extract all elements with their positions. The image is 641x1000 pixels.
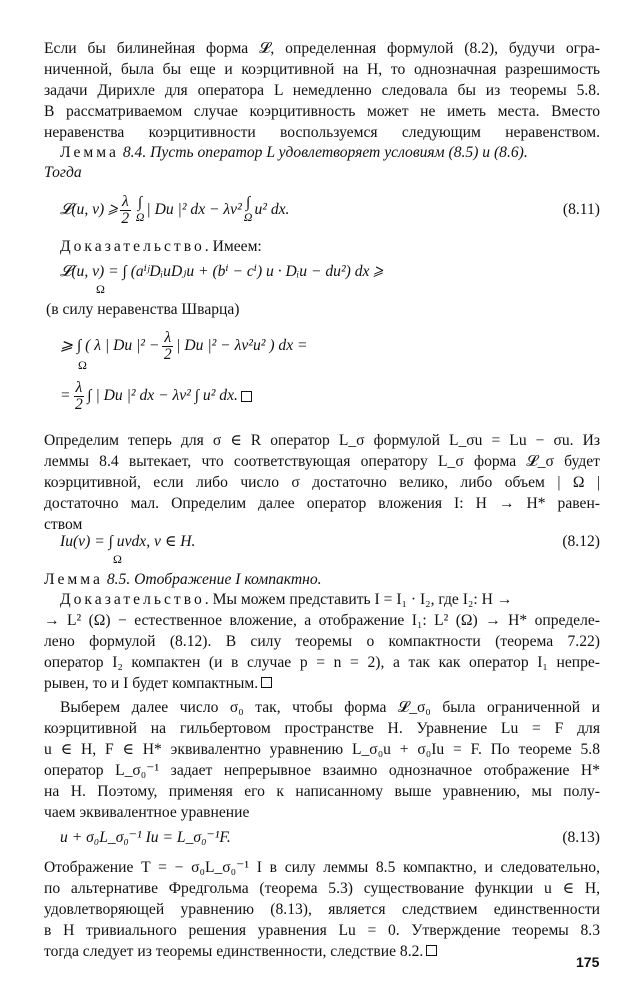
integral-sign: ∫ [245,194,251,211]
equation-8-13: u + σ₀L_σ₀⁻¹ Iu = L_σ₀⁻¹F. [60,829,231,846]
integral-domain: Ω [113,552,122,566]
proof-heading: Доказательство [60,591,205,608]
text-line: (в силу неравенства Шварца) [46,301,240,318]
eq-part: 𝓛(u, v) ⩾ [60,201,117,218]
eq-part: ∫ | Du |² dx − λν² ∫ u² dx. [87,387,238,404]
numerator: λ [121,192,129,210]
integral-domain: Ω [96,282,105,296]
text-fragment: рывен, то и I будет компактным. [44,675,259,692]
text-line: Тогда [44,164,82,181]
text-line: удовлетворяющей уравнению (8.13), является следствием единственности [44,901,600,918]
numerator: λ [75,378,83,396]
fraction [120,194,131,227]
page-number: 175 [576,954,600,970]
text-line: Определим теперь для σ ∈ R оператор L_σ формулой L_σu = Lu − σu. Из [44,432,600,449]
end-of-proof-icon [426,945,437,956]
text-line: оператор L_σ₀⁻¹ задает непрерывное взаимно однозначное отображение H* [44,762,600,779]
end-of-proof-icon [261,677,272,688]
proof-heading-line [60,237,600,257]
proof-line [60,590,600,610]
text-line: в H тривиального решения уравнения Lu = 0. Утверждение теоремы 8.3 [44,922,600,939]
text-line [44,942,600,962]
text-line: неравенства коэрцитивности воспользуемся следующим неравенством. [44,124,600,141]
denominator: 2 [163,345,172,363]
text-line: коэрцитивной, если либо число σ достаточно велико, либо объем | Ω | [44,474,600,491]
integral-domain: Ω [78,358,87,372]
text-line: задачи Дирихле для оператора L немедленно следовала бы из теоремы 5.8. [44,82,600,99]
equation-number: (8.13) [562,829,600,846]
equation-8-11 [60,182,289,238]
denominator: 2 [121,209,130,227]
text-line: леммы 8.4 вытекает, что соответствующая оператору L_σ форма 𝓛_σ будет [44,453,600,470]
lemma-8-4 [60,143,600,163]
text-line: Если бы билинейная форма 𝓛, определенная формулой (8.2), будучи огра- [44,40,600,57]
denominator: 2 [75,395,83,413]
eq-part: | Du |² dx − λν² [146,201,242,218]
fraction [74,380,85,413]
equation-8-12: Iu(v) = ∫ uvdx, v ∈ H. [60,533,196,550]
proof-text: . Мы можем представить I = I₁ · I₂, где I₂: H → [204,591,513,608]
text-line: оператор I₂ компактен (и в случае p = n = 2), а так как оператор I₁ непре- [44,654,600,671]
integral [244,196,253,224]
text-line: лено формулой (8.12). В силу теоремы о компактности (теорема 7.22) [44,633,600,650]
text-line: на H. Поэтому, применяя его к написанному выше уравнению, мы полу- [44,783,600,800]
integral [136,196,145,224]
eq-part: = [60,387,71,404]
text-line: → L² (Ω) − естественное вложение, а отображение I₁: L² (Ω) → H* определе- [44,612,600,629]
lemma-statement: 8.5. Отображение I компактно. [102,571,322,588]
lemma-8-5 [44,570,600,590]
lemma-heading: Лемма [44,571,103,588]
text-line: по альтернативе Фредгольма (теорема 5.3) существование функции u ∈ H, [44,880,600,897]
integral-domain: Ω [243,210,253,224]
eq-part: ⩾ ∫ ( λ | Du |² − [60,337,160,354]
eq-part: u² dx. [254,201,290,218]
text-line: ниченной, была бы еще и коэрцитивной на H, то однозначная разрешимость [44,61,600,78]
text-fragment: тогда следует из теоремы единственности, следствие 8.2. [44,943,424,960]
equation-number: (8.11) [562,201,600,218]
equation-proof-1: 𝓛(u, v) = ∫ (aⁱʲDᵢuDⱼu + (bⁱ − cⁱ) u · Dᵢu − du²) dx ⩾ [60,263,383,280]
equation-proof-2 [60,328,308,364]
integral-domain: Ω [135,210,145,224]
text-line: Отображение T = − σ₀L_σ₀⁻¹ I в силу леммы 8.5 компактно, и следовательно, [44,859,600,876]
text-line: u ∈ H, F ∈ H* эквивалентно уравнению L_σ₀u + σ₀Iu = F. По теореме 5.8 [44,741,600,758]
text-line: В рассматриваемом случае коэрцитивность может не иметь места. Вместо [44,103,600,120]
text-line: чаем эквивалентное уравнение [44,804,250,821]
text-line: ством [44,516,83,533]
lemma-heading: Лемма [60,144,119,161]
eq-part: | Du |² − λν²u² ) dx = [176,337,308,354]
proof-text: . Имеем: [204,238,262,255]
text-line: достаточно мал. Определим далее оператор вложения I: H → H* равен- [44,495,600,512]
text-line: коэрцитивной на гильбертовом пространстве H. Уравнение Lu = F для [44,720,600,737]
numerator: λ [164,328,172,346]
proof-heading: Доказательство [60,238,205,255]
equation-proof-3 [60,378,252,414]
end-of-proof-icon [241,391,252,402]
integral-sign: ∫ [137,194,143,211]
text-line: Выберем далее число σ₀ так, чтобы форма 𝓛_σ₀ была ограниченной и [60,699,600,716]
equation-number: (8.12) [562,533,600,550]
lemma-statement: 8.4. Пусть оператор L удовлетворяет условиям (8.5) и (8.6). [118,144,528,161]
fraction [162,330,173,363]
text-line [44,674,600,694]
